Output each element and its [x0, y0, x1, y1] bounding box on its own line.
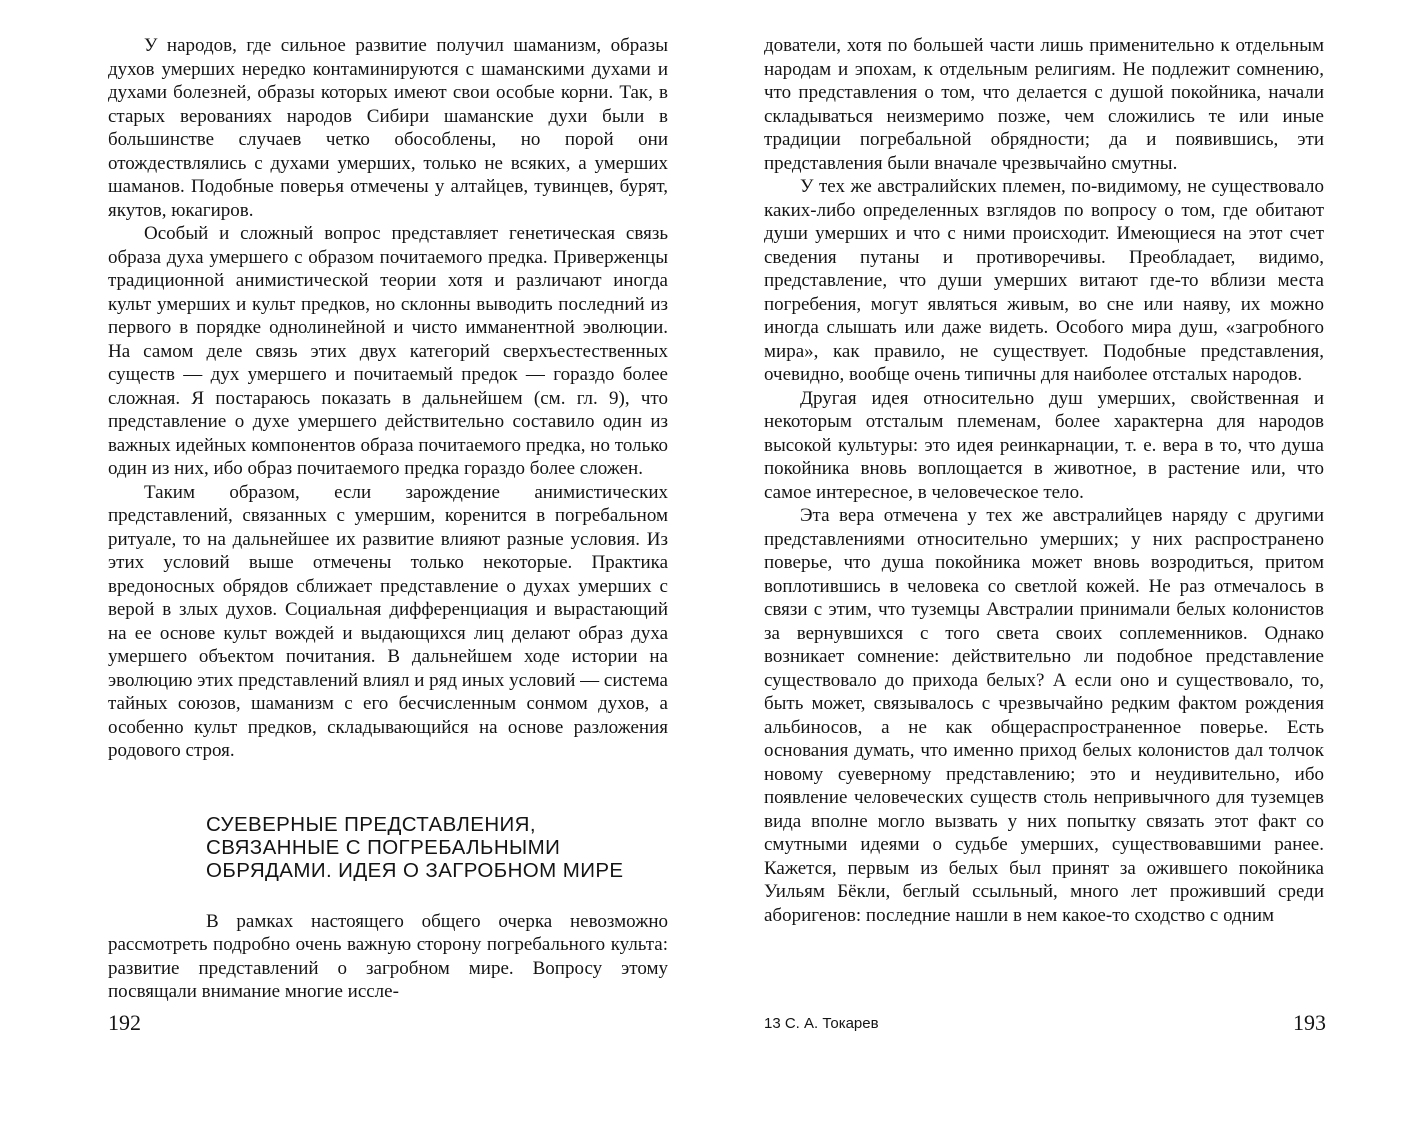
right-paragraph-3: Эта вера отмечена у тех же австралийцев наряду с другими представлениями относительно умерших; у них распространено поверье, что душа покойника может вновь возродиться, притом воплотившись в человека со светлой кожей. Не раз отмечалось в связи с этим, что туземцы Австралии принимали белых колонистов за вернувшихся с того света своих соплеменников. Однако возникает сомнение: действительно ли подобное представление существовало до прихода белых? А если оно и существовало, то, быть может, связывалось с чрезвычайно редким фактом рождения альбиносов, а не как общераспространенное поверье. Есть основания думать, что именно приход белых колонистов дал толчок новому суеверному представлению; это и неудивительно, ибо появление человеческих существ столь непривычного для туземцев вида вполне могло вызвать у них попытку связать этот факт со смутными идеями о судьбе умерших, существовавшими ранее. Кажется, первым из белых был принят за ожившего покойника Уильям Бёкли, беглый ссыльный, много лет проживший среди аборигенов: последние нашли в нем какое-то сходство с одним [764, 505, 1324, 926]
section-heading-line-2: СВЯЗАННЫЕ С ПОГРЕБАЛЬНЫМИ [206, 835, 561, 859]
right-page-number: 193 [1293, 1010, 1326, 1035]
right-page [764, 34, 1324, 927]
section-heading-line-1: СУЕВЕРНЫЕ ПРЕДСТАВЛЕНИЯ, [206, 812, 536, 836]
section-heading [206, 813, 668, 882]
left-paragraph-after-heading: В рамках настоящего общего очерка невозможно рассмотреть подробно очень важную сторону погребального культа: развитие представлений о загробном мире. Вопросу этому посвящали внимание многие иссле- [108, 910, 668, 1002]
left-paragraph-1: У народов, где сильное развитие получил шаманизм, образы духов умерших нередко контаминируются с шаманскими духами и духами болезней, образы которых имеют свои особые корни. Так, в старых верованиях народов Сибири шаманские духи были в большинстве случаев четко обособлены, но порой они отождествлялись с духами умерших, только не всяких, а умерших шаманов. Подобные поверья отмечены у алтайцев, тувинцев, бурят, якутов, юкагиров. [108, 35, 668, 221]
signature-mark: 13 С. А. Токарев [764, 1015, 879, 1032]
left-page-number: 192 [108, 1010, 141, 1035]
right-paragraph-1: У тех же австралийских племен, по-видимому, не существовало каких-либо определенных взглядов по вопросу о том, где обитают души умерших и что с ними происходит. Имеющиеся на этот счет сведения путаны и противоречивы. Преобладает, видимо, представление, что души умерших витают где-то вблизи места погребения, могут являться живым, во сне или наяву, их можно иногда слышать или даже видеть. Особого мира душ, «загробного мира», как правило, не существует. Подобные представления, очевидно, вообще очень типичны для наиболее отсталых народов. [764, 176, 1324, 385]
right-paragraph-continuation: дователи, хотя по большей части лишь применительно к отдельным народам и эпохам, к отдельным религиям. Не подлежит сомнению, что представления о том, что делается с душой покойника, начали складываться неизмеримо позже, чем сложились те или иные традиции погребальной обрядности; да и появившись, эти представления были вначале чрезвычайно смутны. [764, 35, 1324, 174]
right-paragraph-2: Другая идея относительно душ умерших, свойственная и некоторым отсталым племенам, более характерна для народов высокой культуры: это идея реинкарнации, т. е. вера в то, что душа покойника вновь воплощается в животное, в растение или, что самое интересное, в человеческое тело. [764, 387, 1324, 503]
section-heading-line-3: ОБРЯДАМИ. ИДЕЯ О ЗАГРОБНОМ МИРЕ [206, 858, 624, 882]
left-paragraph-2: Особый и сложный вопрос представляет генетическая связь образа духа умершего с образом почитаемого предка. Приверженцы традиционной анимистической теории хотя и различают иногда культ умерших и культ предков, но склонны выводить последний из первого в порядке однолинейной и чисто имманентной эволюции. На самом деле связь этих двух категорий сверхъестественных существ — дух умершего и почитаемый предок — гораздо более сложная. Я постараюсь показать в дальнейшем (см. гл. 9), что представление о духе умершего действительно составило один из важных идейных компонентов образа почитаемого предка, но только один из них, ибо образ почитаемого предка гораздо более сложен. [108, 223, 668, 479]
left-page [108, 34, 668, 1004]
left-paragraph-3: Таким образом, если зарождение анимистических представлений, связанных с умершим, коренится в погребальном ритуале, то на дальнейшее их развитие влияют разные условия. Из этих условий выше отмечены только некоторые. Практика вредоносных обрядов сближает представление о духах умерших с верой в злых духов. Социальная дифференциация и вырастающий на ее основе культ вождей и выдающихся лиц делают образ духа умершего объектом почитания. В дальнейшем ходе истории на эволюцию этих представлений влиял и ряд иных условий — система тайных союзов, шаманизм с его бесчисленным сонмом духов, а особенно культ предков, складывающийся на основе разложения родового строя. [108, 481, 668, 761]
